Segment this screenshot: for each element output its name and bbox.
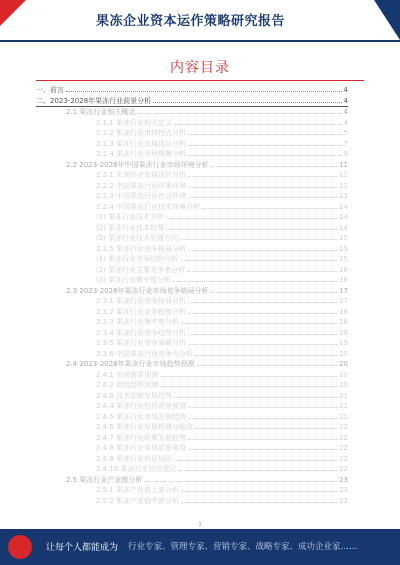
footer-slogan: 让每个人都能成为 [46, 543, 119, 553]
toc-entry-title: (3) 果冻行业集中度分析 [96, 276, 172, 284]
toc-heading-rule [36, 80, 364, 81]
toc-leader-dots [166, 218, 337, 219]
table-of-contents [36, 85, 348, 506]
toc-leader-dots [197, 365, 338, 366]
toc-entry[interactable] [36, 275, 348, 286]
toc-leader-dots [180, 260, 337, 261]
toc-leader-dots [137, 113, 341, 114]
toc-entry-page: 14 [339, 223, 348, 232]
toc-leader-dots [188, 313, 337, 314]
toc-entry-title: 2.3.4 果冻行业竞争趋势分析 [96, 328, 187, 337]
toc-entry-page: 4 [343, 96, 348, 105]
toc-leader-dots [174, 460, 337, 461]
toc-entry-title: 2.4.9 果冻行业投资风险 [96, 454, 173, 463]
red-corner-decoration [0, 0, 26, 26]
toc-entry-page: 19 [339, 339, 348, 347]
footer-roles: 行业专家、管理专家、营销专家、战略专家、成功企业家…… [128, 542, 358, 552]
toc-entry[interactable] [36, 286, 348, 297]
toc-entry[interactable] [36, 107, 348, 118]
toc-entry[interactable] [36, 307, 348, 318]
toc-heading: 内容目录 [170, 60, 230, 76]
toc-entry-title: (1) 果冻行业技术分析 [96, 213, 165, 221]
toc-entry-page: 20 [339, 349, 348, 358]
page-footer [0, 529, 400, 565]
toc-leader-dots [188, 145, 341, 146]
toc-entry-page: 15 [339, 234, 348, 242]
toc-entry[interactable] [36, 160, 348, 171]
toc-entry-page: 20 [339, 370, 348, 379]
toc-entry[interactable] [36, 149, 348, 160]
toc-entry-title: 2.4.8 果冻行业市场前景展望 [96, 444, 187, 452]
toc-entry-page: 23 [339, 486, 348, 494]
toc-entry-page: 11 [339, 171, 348, 179]
toc-entry-title: 2.1.3 果冻行业发展现状分析 [96, 139, 187, 148]
toc-entry[interactable] [36, 254, 348, 265]
toc-entry-title: 2.3 2023-2028年果冻行业市场竞争格局分析 [66, 286, 209, 295]
toc-entry[interactable] [36, 401, 348, 412]
toc-entry-page: 20 [339, 360, 348, 368]
toc-entry-title: (3) 果冻行业技术发展方向 [96, 234, 179, 242]
toc-leader-dots [188, 449, 337, 450]
toc-leader-dots [211, 166, 338, 167]
toc-entry[interactable] [36, 496, 348, 507]
toc-entry[interactable] [36, 328, 348, 339]
toc-leader-dots [160, 386, 337, 387]
toc-entry-title: 2.3.3 果冻行业集中度分析 [96, 318, 180, 326]
toc-entry[interactable] [36, 170, 348, 181]
toc-entry[interactable] [36, 317, 348, 328]
toc-entry-page: 22 [339, 433, 348, 442]
report-title: 果冻企业资本运作策略研究报告 [96, 14, 286, 29]
toc-entry-title: 2.5.1 果冻产业链上游分析 [96, 486, 180, 494]
toc-entry-title: 2.2.2 中国果冻行业政策环境 [96, 181, 187, 190]
toc-entry-title: 2.1.4 果冻行业市场规模分析 [96, 150, 187, 158]
toc-leader-dots [202, 208, 337, 209]
toc-entry[interactable] [36, 118, 348, 129]
toc-entry-page: 14 [339, 213, 348, 221]
toc-entry-title: 一、前言 [36, 86, 64, 94]
toc-leader-dots [188, 302, 337, 303]
toc-entry-title: 2.4.3 技术创新发展趋势 [96, 391, 173, 400]
toc-entry-page: 4 [343, 86, 348, 94]
toc-entry-page: 18 [339, 307, 348, 316]
toc-leader-dots [188, 344, 337, 345]
toc-entry-title: 2.4.10 果冻行业投资建议 [96, 465, 177, 473]
toc-entry-page: 19 [339, 328, 348, 337]
toc-entry[interactable] [36, 191, 348, 202]
navy-corner-decoration [374, 0, 400, 40]
toc-entry[interactable] [36, 443, 348, 454]
toc-entry[interactable] [36, 181, 348, 192]
toc-entry-page: 13 [339, 192, 348, 200]
toc-entry-title: 2.4 2023-2028年果冻行业市场趋势预测 [66, 360, 195, 368]
toc-entry-page: 11 [339, 181, 348, 190]
toc-entry-title: 2.4.4 果冻行业投资前景预测 [96, 402, 187, 410]
toc-leader-dots [180, 239, 337, 240]
toc-entry-title: 2.5 果冻行业产业链分析 [66, 475, 143, 484]
toc-leader-dots [195, 355, 337, 356]
toc-entry-page: 21 [339, 402, 348, 410]
toc-entry-page: 9 [343, 150, 348, 158]
toc-entry-title: 2.2.5 果冻行业竞争格局分析 [96, 244, 187, 253]
toc-entry-page: 4 [343, 118, 348, 127]
toc-entry-page: 22 [339, 423, 348, 431]
toc-leader-dots [181, 491, 337, 492]
toc-entry[interactable] [36, 380, 348, 391]
toc-entry[interactable] [36, 96, 348, 108]
toc-leader-dots [181, 502, 337, 503]
toc-entry-page: 16 [339, 276, 348, 284]
toc-leader-dots [173, 281, 337, 282]
toc-entry-page: 14 [339, 202, 348, 211]
toc-leader-dots [188, 134, 341, 135]
toc-entry-page: 21 [339, 412, 348, 421]
toc-entry-page: 22 [339, 454, 348, 463]
toc-entry-page: 15 [339, 255, 348, 263]
toc-entry-title: (2) 果冻行业技术趋势 [96, 223, 165, 232]
toc-entry-title: 2.2 2023-2028年中国果冻行业市场环境分析 [66, 160, 209, 169]
toc-leader-dots [188, 439, 337, 440]
toc-entry-page: 23 [339, 475, 348, 484]
toc-entry-page: 4 [343, 108, 348, 116]
toc-entry-page: 7 [343, 139, 348, 148]
toc-entry-page: 22 [339, 444, 348, 452]
toc-entry-title: 2.3.2 果冻行业竞争程度分析 [96, 307, 187, 316]
toc-entry-title: (2) 果冻行业主要竞争者分析 [96, 265, 186, 274]
toc-leader-dots [188, 197, 337, 198]
toc-entry[interactable] [36, 244, 348, 255]
toc-entry[interactable] [36, 349, 348, 360]
toc-entry-title: 2.3.6 中国果冻行业竞争力分析 [96, 349, 194, 358]
toc-entry-title: 二、2023-2028年果冻行业前景分析 [36, 96, 152, 105]
toc-entry[interactable] [36, 485, 348, 496]
toc-entry-page: 11 [339, 160, 348, 169]
toc-leader-dots [211, 292, 338, 293]
toc-entry-title: 2.5.2 果冻产业链中游分析 [96, 496, 180, 505]
toc-entry-page: 21 [339, 391, 348, 400]
toc-entry-page: 16 [339, 265, 348, 274]
toc-entry[interactable] [36, 391, 348, 402]
toc-entry[interactable] [36, 433, 348, 444]
toc-entry-title: 2.2.4 中国果冻行业技术环境分析 [96, 202, 201, 211]
toc-leader-dots [174, 124, 341, 125]
toc-leader-dots [66, 91, 342, 92]
toc-entry-title: 2.4.5 果冻行业市场发展趋势 [96, 412, 187, 421]
toc-entry[interactable] [36, 464, 348, 475]
toc-entry-page: 5 [343, 129, 348, 137]
toc-entry-title: (1) 果冻行业竞争结构分析 [96, 255, 179, 263]
toc-entry-title: 2.4.2 供给趋势预测 [96, 381, 159, 389]
toc-entry[interactable] [36, 454, 348, 465]
toc-leader-dots [181, 323, 337, 324]
toc-entry[interactable] [36, 85, 348, 96]
toc-entry[interactable] [36, 233, 348, 244]
toc-leader-dots [160, 376, 337, 377]
toc-leader-dots [188, 407, 337, 408]
toc-entry-page: 18 [339, 318, 348, 326]
toc-entry[interactable] [36, 412, 348, 423]
toc-leader-dots [174, 397, 337, 398]
toc-entry-title: 2.4.1 市场需求预测 [96, 370, 159, 379]
toc-leader-dots [188, 418, 337, 419]
toc-entry-title: 2.3.1 果冻行业竞争格局分析 [96, 297, 187, 305]
toc-entry-title: 2.1.1 果冻行业相关定义 [96, 118, 173, 127]
toc-leader-dots [195, 428, 337, 429]
toc-entry[interactable] [36, 475, 348, 486]
toc-entry-title: 2.2.1 宏观经济发展现状分析 [96, 171, 187, 179]
toc-entry-page: 17 [339, 297, 348, 305]
toc-leader-dots [188, 176, 337, 177]
toc-leader-dots [144, 481, 337, 482]
toc-leader-dots [188, 155, 341, 156]
toc-entry-page: 15 [339, 244, 348, 253]
toc-entry[interactable] [36, 370, 348, 381]
toc-leader-dots [188, 250, 337, 251]
toc-entry-page: 17 [339, 286, 348, 295]
toc-entry-title: 2.4.7 果冻行业政策发展趋势 [96, 433, 187, 442]
toc-entry-page: 23 [339, 496, 348, 505]
toc-entry-page: 22 [339, 465, 348, 473]
toc-leader-dots [166, 229, 337, 230]
toc-entry[interactable] [36, 128, 348, 139]
toc-entry-title: 2.4.6 果冻行业发展机遇与挑战 [96, 423, 194, 431]
toc-leader-dots [187, 271, 337, 272]
toc-leader-dots [179, 470, 338, 471]
toc-leader-dots [188, 334, 337, 335]
toc-entry[interactable] [36, 338, 348, 349]
toc-entry[interactable] [36, 212, 348, 223]
toc-entry[interactable] [36, 265, 348, 276]
toc-entry-title: 2.1.2 果冻行业市场特点分析 [96, 129, 187, 137]
toc-entry-title: 2.3.5 果冻行业竞争策略分析 [96, 339, 187, 347]
toc-entry[interactable] [36, 422, 348, 433]
toc-entry[interactable] [36, 223, 348, 234]
toc-entry[interactable] [36, 139, 348, 150]
toc-entry-title: 2.1 果冻行业相关概述 [66, 108, 136, 116]
toc-leader-dots [153, 102, 341, 103]
toc-leader-dots [188, 187, 337, 188]
page-number: 1 [198, 521, 202, 528]
toc-entry[interactable] [36, 202, 348, 213]
toc-entry-title: 2.2.3 中国果冻行业社会环境 [96, 192, 187, 200]
toc-entry[interactable] [36, 296, 348, 307]
brand-logo-icon [8, 535, 32, 559]
toc-entry[interactable] [36, 359, 348, 370]
toc-entry-page: 20 [339, 381, 348, 389]
page-header [0, 0, 400, 42]
